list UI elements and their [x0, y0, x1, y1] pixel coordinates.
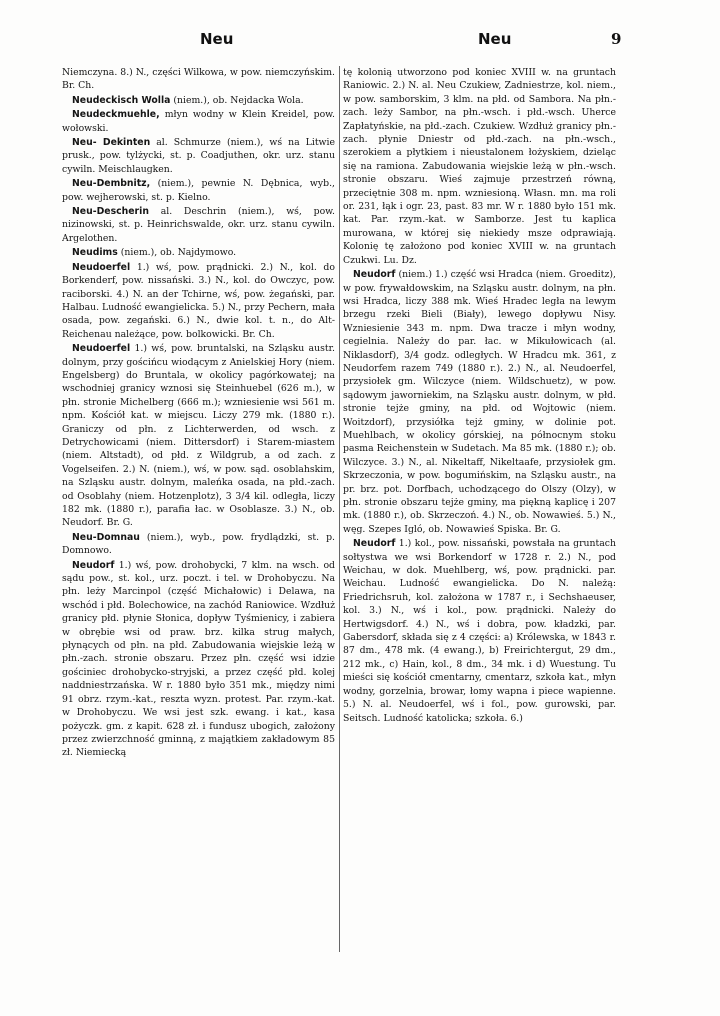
dictionary-entry: [62, 559, 335, 760]
entry-text: 1.) wś, pow. drohobycki, 7 klm. na wsch. od sądu pow., st. kol., urz. poczt. i tel. w Drohobyczu. Na płn. leży Marcinpol (część Michałowic) i Delawa, na wschód i płd. Bolechowice, na zachód Raniowice. Wzdłuż granicy płd. płynie Słonica, dopływ Tyśmienicy, i zabiera w obrębie wsi od praw. brz. kilka strug małych, płynących od płn. na płd. Zabudowania wiejskie leżą w płn.-zach. stronie obszaru. Przez płn. część wsi idzie gościniec drohobycko-stryjski, a przez część płd. kolej naddniestrzańska. W r. 1880 było 351 mk., między nimi 91 obrz. rzym.-kat., reszta wyzn. protest. Par. rzym.-kat. w Drohobyczu. We wsi jest szk. ewang. i kat., kasa pożyczk. gm. z kapit. 628 zł. i fundusz ubogich, założony przez zwierzchność gminną, z majątkiem zakładowym 85 zł. Niemiecką: [62, 559, 335, 759]
dictionary-entry: [343, 268, 616, 536]
entry-text: (niem.), wyb., pow. frydlądzki, st. p. Domnowo.: [62, 531, 335, 557]
entry-headword: Neu-Descherin: [72, 206, 149, 218]
dictionary-entry: [62, 136, 335, 176]
page-number: 9: [611, 30, 622, 48]
dictionary-entry: [62, 177, 335, 204]
entry-text: 1.) kol., pow. nissański, powstała na gruntach sołtystwa we wsi Borkendorf w 1728 r. 2.) N., pod Weichau, w dok. Muehlberg, wś, pow. prądnicki. par. Weichau. Ludność ewangielicka. Do N. należą: Friedrichsruh, kol. założona w 1787 r., i Sechshaeuser, kol. 3.) N., wś i kol., pow. prądnicki. Należy do Hertwigsdorf. 4.) N., wś i dobra, pow. kładzki, par. Gabersdorf, składa się z 4 części: a) Królewska, w 1843 r. 87 dm., 478 mk. (4 ewang.), b) Freirichtergut, 29 dm., 212 mk., c) Hain, kol., 8 dm., 34 mk. i d) Wuestung. Tu mieści się kościół cmentarny, cmentarz, szkoła kat., młyn wodny, gorzelnia, browar, łomy wapna i piece wapienne. 5.) N. al. Neudoerfel, wś i fol., pow. gurowski, par. Seitsch. Ludność katolicka; szkoła. 6.): [343, 538, 616, 724]
entry-headword: Neu-Domnau: [72, 531, 140, 543]
entry-headword: Neudims: [72, 247, 118, 259]
entry-text: 1.) wś, pow. bruntalski, na Szląsku austr. dolnym, przy gościńcu wiodącym z Anielskiej Hory (niem. Engelsberg) do Bruntala, w okolicy pagórkowatej; na wschodniej granicy wznosi się Steinhuebel (626 m.), w płn. stronie Michelberg (666 m.); wzniesienie wsi 561 m. npm. Kościół kat. w miejscu. Liczy 279 mk. (1880 r.). Graniczy od płn. z Lichterwerden, od wsch. z Detrychowicami (niem. Dittersdorf) i Starem-miastem (niem. Altstadt), od płd. z Wildgrub, a od zach. z Vogelseifen. 2.) N. (niem.), wś, w pow. sąd. osoblahskim, na Szląsku austr. dolnym, maleńka osada, na płd.-zach. od Osoblahy (niem. Hotzenplotz), 3 3/4 kil. odległa, liczy 182 mk. (1880 r.), parafia łac. w Osoblasze. 3.) N., ob. Neudorf. Br. G.: [62, 343, 335, 529]
dictionary-entry: [62, 342, 335, 530]
running-head-center: Neu: [478, 30, 512, 48]
entry-text: (niem.), ob. Najdymowo.: [120, 247, 237, 259]
dictionary-entry: [62, 94, 335, 107]
running-head-left: Neu: [200, 30, 234, 48]
dictionary-entry: [62, 205, 335, 245]
entry-text: al. Schmurze (niem.), wś na Litwie prusk., pow. tylżycki, st. p. Coadjuthen, okr. urz. stanu cywiln. Meischlaugken.: [62, 137, 335, 175]
entry-headword: Neudeckisch Wolla: [72, 94, 171, 106]
entry-headword: Neudorf: [353, 269, 396, 281]
entry-headword: Neu-Dembnitz,: [72, 178, 151, 190]
dictionary-entry: [343, 66, 616, 267]
entry-headword: Neudorf: [72, 559, 115, 571]
dictionary-entry: [62, 531, 335, 558]
entry-headword: Neudeckmuehle,: [72, 109, 160, 121]
entry-headword: Neu- Dekinten: [72, 137, 151, 149]
entry-text: młyn wodny w Klein Kreidel, pow. wołowski.: [62, 109, 335, 134]
entry-text: (niem.), ob. Nejdacka Wola.: [173, 94, 304, 106]
left-column: [62, 66, 335, 956]
column-divider: [339, 66, 340, 952]
dictionary-entry: [343, 537, 616, 725]
entry-headword: Neudorf: [353, 538, 396, 550]
entry-text: (niem.) 1.) część wsi Hradca (niem. Groeditz), w pow. frywałdowskim, na Szląsku austr. dolnym, na płn. wsi Hradca, liczy 388 mk. Wieś Hradec legła na lewym brzegu rzeki Bieli (Biały), lewego dopływu Nisy. Wzniesienie 343 m. npm. Dwa tracze i młyn wodny, cegielnia. Należy do par. łac. w Mikułowicach (al. Niklasdorf), 3/4 godz. odległych. W Hradcu mk. 361, z Neudorfem razem 749 (1880 r.). 2.) N., al. Neudoerfel, przysiołek gm. Wilczyce (niem. Wildschuetz), w pow. sądowym jaworniekim, na Szląsku austr. dolnym, w płd. stronie tejże gminy, na płd. od Wojtowic (niem. Woitzdorf), przysiółka tejż gminy, w dolinie pot. Muehlbach, w okolicy górskiej, na północnym stoku pasma Reichenstein w Sudetach. Ma 85 mk. (1880 r.); ob. Wilczyce. 3.) N., al. Nikeltaff, Nikeltaafe, przysiołek gm. Skrzeczonia, w pow. bogumińskim, na Szląsku austr., na pr. brz. pot. Dorfbach, uchodzącego do Olszy (Olzy), w płn. stronie obszaru tejże gminy, ma piękną kaplicę i 207 mk. (1880 r.), ob. Skrzeczoń. 4.) N., ob. Nowawieś. 5.) N., węg. Szepes Igló, ob. Nowawieś Spiska. Br. G.: [343, 269, 616, 535]
entry-text: tę kolonią utworzono pod koniec XVIII w. na gruntach Raniowic. 2.) N. al. Neu Czukiew, Zadniestrze, kol. niem., w pow. samborskim, 3 klm. na płd. od Sambora. Na płn.-zach. leży Sambor, na płn.-wsch. i płd.-wsch. Uherce Zapłatyńskie, na płd.-zach. Czukiew. Wzdłuż granicy płn.-zach. płynie Dniestr od płd.-zach. na płn.-wsch., szerokiem a płytkiem i nieustalonem łożyskiem, dzieląc się na ramiona. Zabudowania wiejskie leżą w płn.-wsch. stronie obszaru. Wieś zajmuje przestrzeń równą, przeciętnie 308 m. npm. wzniesioną. Własn. mn. ma roli or. 231, łąk i ogr. 23, past. 83 mr. W r. 1880 było 151 mk. kat. Par. rzym.-kat. w Samborze. Jest tu kaplica murowana, w której się niekiedy msze odprawiają. Kolonię tę założono pod koniec XVIII w. na gruntach Czukwi. Lu. Dz.: [343, 67, 616, 266]
entry-headword: Neudoerfel: [72, 343, 131, 355]
right-column: [343, 66, 616, 956]
entry-text: (niem.), pewnie N. Dębnica, wyb., pow. wejherowski, st. p. Kielno.: [62, 178, 335, 203]
entry-headword: Neudoerfel: [72, 261, 131, 273]
dictionary-entry: [62, 108, 335, 135]
dictionary-entry: [62, 66, 335, 93]
dictionary-entry: [62, 261, 335, 341]
entry-text: Niemczyna. 8.) N., części Wilkowa, w pow. niemczyńskim. Br. Ch.: [62, 67, 335, 92]
entry-text: al. Deschrin (niem.), wś, pow. nizinowski, st. p. Heinrichswalde, okr. urz. stanu cywiln. Argelothen.: [62, 206, 335, 244]
entry-text: 1.) wś, pow. prądnicki. 2.) N., kol. do Borkenderf, pow. nissański. 3.) N., kol. do Owczyc, pow. raciborski. 4.) N. an der Tchirne, wś, pow. żegański, par. Halbau. Ludność ewangielicka. 5.) N., przy Pechern, mała osada, pow. zegański. 6.) N., dwie kol. t. n., do Alt-Reichenau należące, pow. bolkowicki. Br. Ch.: [62, 261, 335, 340]
dictionary-entry: [62, 246, 335, 259]
